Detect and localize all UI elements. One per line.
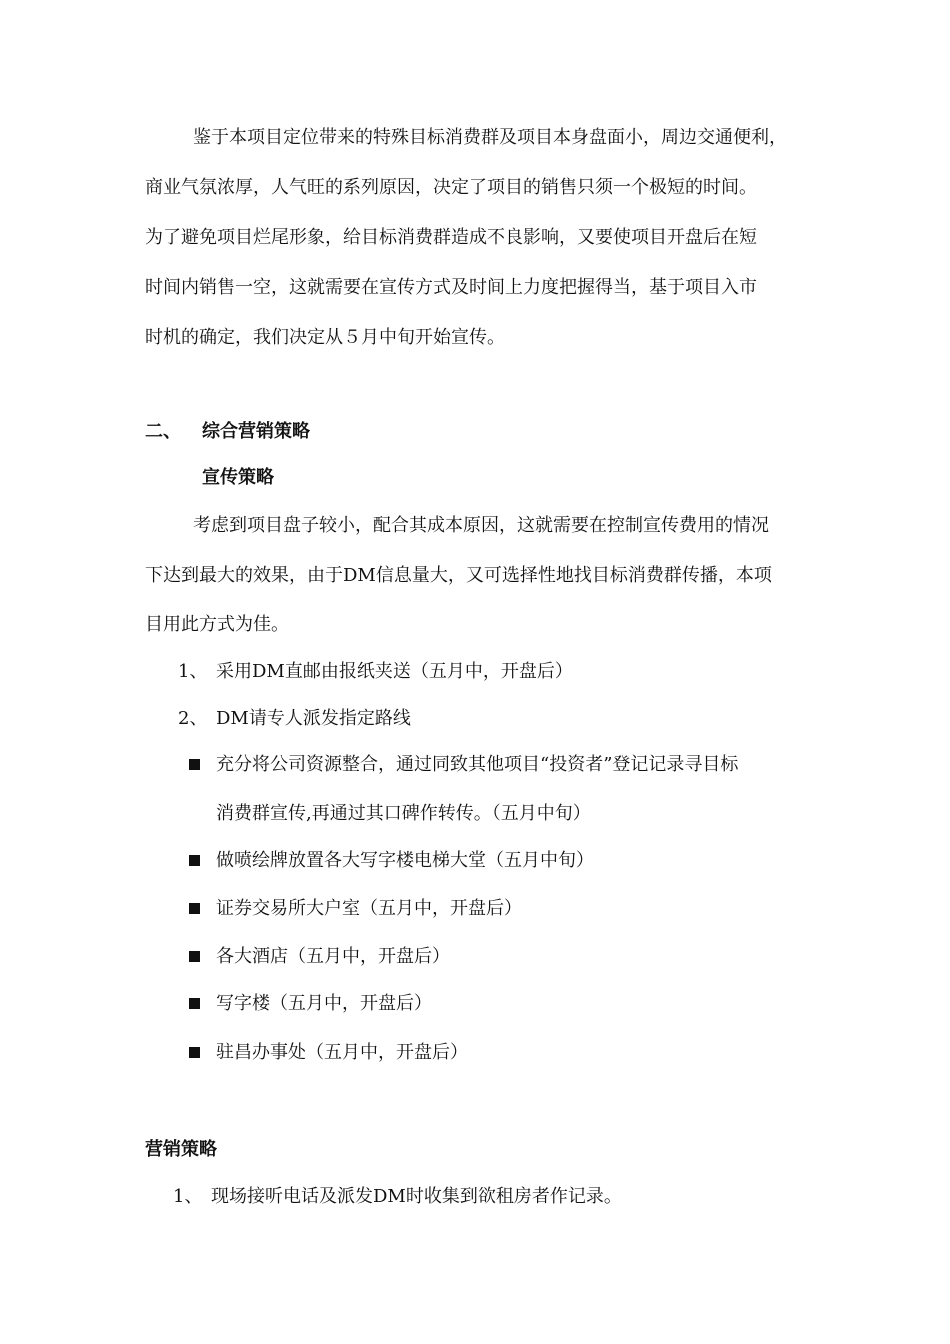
- bullet-square-icon: [189, 759, 200, 770]
- bullet-square-icon: [189, 998, 200, 1009]
- marketing-item-1-text: 现场接听电话及派发DM时收集到欲租房者作记录。: [211, 1186, 622, 1207]
- bullet-6-text: 驻昌办事处（五月中，开盘后）: [216, 1042, 468, 1063]
- intro-line-5: 时机的确定，我们决定从５月中旬开始宣传。: [145, 327, 505, 348]
- bullet-1-line-1: 充分将公司资源整合，通过同致其他项目“投资者”登记记录寻目标: [216, 754, 739, 775]
- bullet-4-text: 各大酒店（五月中，开盘后）: [216, 946, 450, 967]
- numbered-item-2-num: 2、: [178, 708, 208, 729]
- bullet-square-icon: [189, 903, 200, 914]
- intro-line-1: 鉴于本项目定位带来的特殊目标消费群及项目本身盘面小，周边交通便利，: [193, 127, 787, 148]
- para-line-3: 目用此方式为佳。: [145, 614, 289, 635]
- bullet-square-icon: [189, 1047, 200, 1058]
- intro-line-4: 时间内销售一空，这就需要在宣传方式及时间上力度把握得当，基于项目入市: [145, 277, 757, 298]
- intro-line-3: 为了避免项目烂尾形象，给目标消费群造成不良影响，又要使项目开盘后在短: [145, 227, 757, 248]
- numbered-item-1-num: 1、: [178, 661, 208, 682]
- numbered-item-2-text: DM请专人派发指定路线: [216, 708, 411, 729]
- intro-line-2: 商业气氛浓厚，人气旺的系列原因，决定了项目的销售只须一个极短的时间。: [145, 177, 757, 198]
- bullet-5-text: 写字楼（五月中，开盘后）: [216, 993, 432, 1014]
- section-subtitle: 宣传策略: [202, 467, 274, 488]
- numbered-item-1-text: 采用DM直邮由报纸夹送（五月中，开盘后）: [216, 661, 573, 682]
- section-number: 二、: [145, 421, 181, 442]
- bullet-3-text: 证券交易所大户室（五月中，开盘后）: [216, 898, 522, 919]
- marketing-title: 营销策略: [145, 1139, 217, 1160]
- bullet-2-text: 做喷绘牌放置各大写字楼电梯大堂（五月中旬）: [216, 850, 594, 871]
- bullet-square-icon: [189, 855, 200, 866]
- marketing-item-1-num: 1、: [173, 1186, 203, 1207]
- section-title: 综合营销策略: [202, 421, 310, 442]
- para-line-1: 考虑到项目盘子较小，配合其成本原因，这就需要在控制宣传费用的情况: [193, 515, 769, 536]
- para-line-2: 下达到最大的效果，由于DM信息量大，又可选择性地找目标消费群传播，本项: [145, 565, 772, 586]
- bullet-1-line-2: 消费群宣传,再通过其口碑作转传。（五月中旬）: [216, 803, 591, 824]
- bullet-square-icon: [189, 951, 200, 962]
